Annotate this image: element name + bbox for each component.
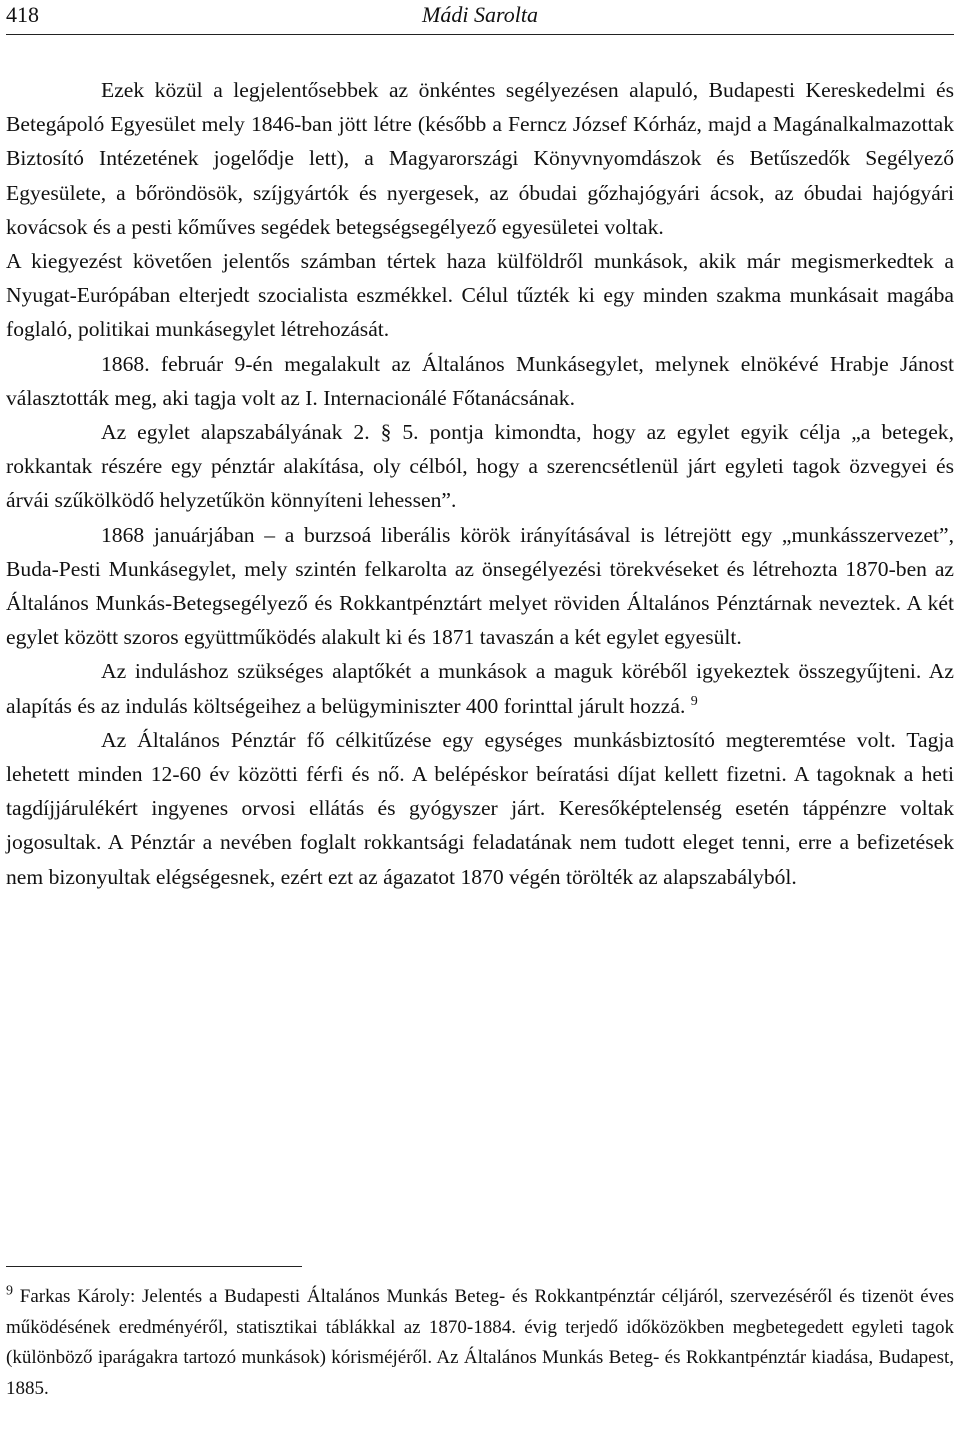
book-page [6, 0, 954, 1440]
footnote-text: Farkas Károly: Jelentés a Budapesti Általános Munkás Beteg- és Rokkantpénztár céljáról, szervezéséről és tizenöt éves működésének eredményéről, statisztikai táblákkal az 1870-1884. évig terjedő időközökben megbetegedett egyleti tagok (különböző iparágakra tartozó munkások) kórisméjéről. Az Általános Munkás Beteg- és Rokkantpénztár kiadása, Budapest, 1885. [6, 1286, 955, 1399]
paragraph: Az egylet alapszabályának 2. § 5. pontja kimondta, hogy az egylet egyik célja „a betegek, rokkantak részére egy pénztár alakítása, oly célból, hogy a szerencsétlenül járt egyleti tagok özvegyei és árvái szűkölködő helyzetűkön könnyíteni lehessen”. [6, 420, 954, 513]
footnote [6, 1282, 954, 1404]
paragraph: Ezek közül a legjelentősebbek az önkéntes segélyezésen alapuló, Budapesti Kereskedelmi és Betegápoló Egyesület mely 1846-ban jött létre (később a Ferncz József Kórház, majd a Magánalkalmazottak Biztosító Intézetének jogelődje lett), a Magyarországi Könyvnyomdászok és Betűszedők Segélyező Egyesülete, a bőröndösök, szíjgyártók és nyergesek, az óbudai gőzhajógyári ácsok, az óbudai hajógyári kovácsok és a pesti kőműves segédek betegségsegélyező egyesületei voltak. [6, 78, 954, 239]
running-head: Mádi Sarolta [422, 2, 538, 27]
paragraph: 1868 januárjában – a burzsoá liberális körök irányításával is létrejött egy „munkásszervezet”, Buda-Pesti Munkásegylet, mely szintén felkarolta az önsegélyezési törekvéseket és létrehozta 1870-ben az Általános Munkás-Betegsegélyező és Rokkantpénztárt melyet röviden Általános Pénztárnak neveztek. A két egylet között szoros együttműködés alakult ki és 1871 tavaszán a két egylet egyesült. [6, 522, 954, 650]
footnote-separator [6, 1266, 302, 1267]
paragraph: Az Általános Pénztár fő célkitűzése egy egységes munkásbiztosító megteremtése volt. Tagja lehetett minden 12-60 év közötti férfi és nő. A belépéskor beíratási díjat kellett fizetni. A tagoknak a heti tagdíjjárulékért ingyenes orvosi ellátás és gyógyszer járt. Keresőképtelenség esetén táppénzre voltak jogosultak. A Pénztár a nevében foglalt rokkantsági feladatának nem tudott eleget tenni, erre a befizetések nem bizonyultak elégségesnek, ezért ezt az ágazatot 1870 végén törölték az alapszabályból. [6, 727, 954, 889]
footnote-reference[interactable]: 9 [690, 693, 698, 709]
page-header [6, 0, 954, 35]
paragraph-with-footnote [6, 654, 954, 722]
paragraph: 1868. február 9-én megalakult az Általános Munkásegylet, melynek elnökévé Hrabje Jánost választották meg, aki tagja volt az I. Internacionálé Főtanácsának. [6, 351, 954, 410]
paragraph: A kiegyezést követően jelentős számban tértek haza külföldről munkások, akik már megismerkedtek a Nyugat-Európában elterjedt szocialista eszmékkel. Célul tűzték ki egy minden szakma munkásait magába foglaló, politikai munkásegylet létrehozását. [6, 249, 954, 342]
paragraph-text: Az induláshoz szükséges alaptőkét a munkások a maguk köréből igyekeztek összegyűjteni. Az alapítás és az indulás költségeihez a belügyminiszter 400 forinttal járult hozzá. [6, 659, 954, 718]
body-text [6, 73, 954, 894]
footnote-number: 9 [6, 1283, 13, 1299]
page-number: 418 [6, 2, 39, 27]
